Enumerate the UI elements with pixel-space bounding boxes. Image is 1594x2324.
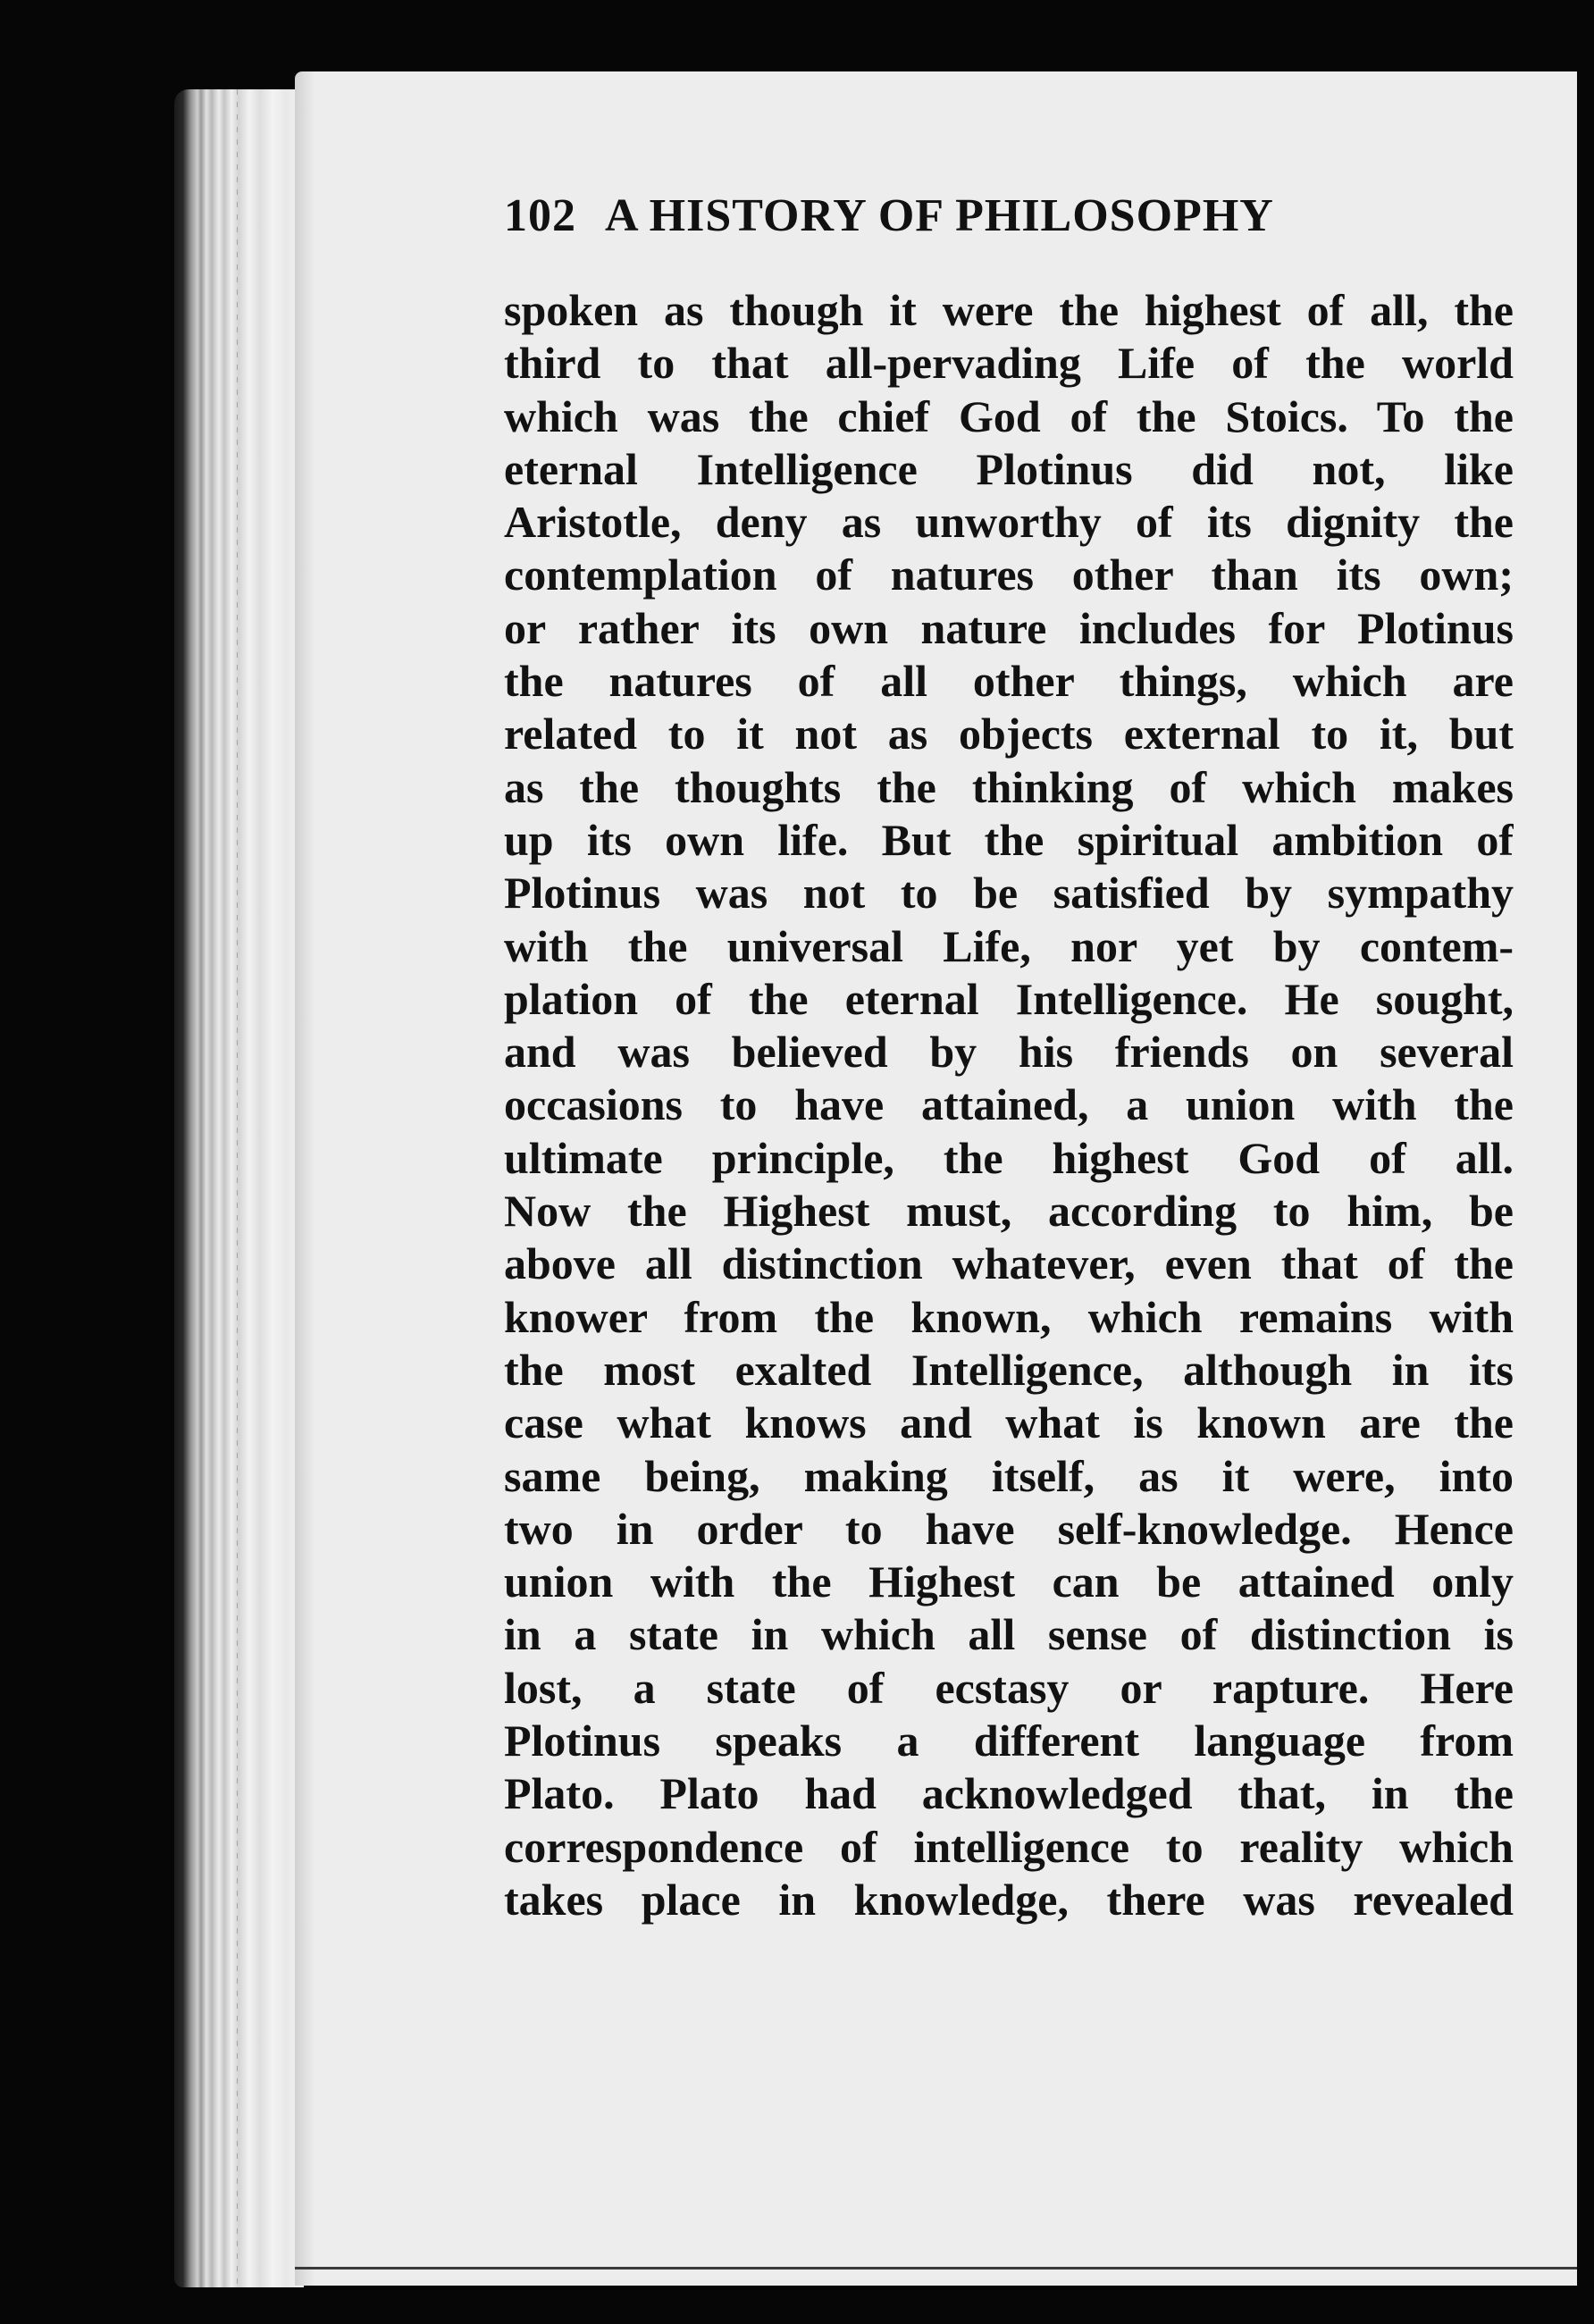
text-line: plation of the eternal Intelligence. He sought, [504, 973, 1514, 1024]
running-head-title: A HISTORY OF PHILOSOPHY [605, 190, 1274, 241]
text-line: or rather its own nature includes for Plotinus [504, 602, 1514, 653]
text-line: occasions to have attained, a union with the [504, 1079, 1514, 1130]
text-line: takes place in knowledge, there was revealed [504, 1874, 1514, 1925]
text-line: the natures of all other things, which are [504, 656, 1514, 707]
text-line: eternal Intelligence Plotinus did not, like [504, 443, 1514, 494]
body-text [504, 284, 1514, 1926]
text-line: third to that all-pervading Life of the world [504, 338, 1514, 389]
text-line: union with the Highest can be attained only [504, 1556, 1514, 1607]
page-bottom-edge [295, 2267, 1577, 2269]
text-line: with the universal Life, nor yet by contem- [504, 920, 1514, 971]
text-line: Plato. Plato had acknowledged that, in the [504, 1768, 1514, 1819]
text-line: which was the chief God of the Stoics. To the [504, 390, 1514, 441]
text-line: case what knows and what is known are the [504, 1397, 1514, 1448]
text-line: and was believed by his friends on several [504, 1027, 1514, 1078]
text-line: the most exalted Intelligence, although in its [504, 1344, 1514, 1395]
text-line: Plotinus was not to be satisfied by sympathy [504, 868, 1514, 919]
gutter-shadow [295, 71, 315, 2286]
text-line: Now the Highest must, according to him, be [504, 1186, 1514, 1237]
text-line: Aristotle, deny as unworthy of its dignity the [504, 497, 1514, 548]
text-line: up its own life. But the spiritual ambition of [504, 814, 1514, 865]
text-line: contemplation of natures other than its own; [504, 550, 1514, 600]
text-line: two in order to have self-knowledge. Hence [504, 1503, 1514, 1554]
page-number: 102 [504, 190, 576, 241]
text-line: correspondence of intelligence to reality which [504, 1821, 1514, 1872]
text-line: related to it not as objects external to it, but [504, 709, 1514, 759]
page-edges [174, 89, 304, 2287]
text-line: above all distinction whatever, even that of the [504, 1238, 1514, 1289]
text-line: Plotinus speaks a different language from [504, 1716, 1514, 1766]
running-head [504, 189, 1424, 270]
text-line: spoken as though it were the highest of all, the [504, 285, 1514, 335]
text-line: same being, making itself, as it were, into [504, 1450, 1514, 1501]
text-line: ultimate principle, the highest God of all. [504, 1132, 1514, 1183]
text-line: as the thoughts the thinking of which makes [504, 761, 1514, 812]
text-line: in a state in which all sense of distinction is [504, 1609, 1514, 1660]
text-line: knower from the known, which remains with [504, 1291, 1514, 1342]
text-line: lost, a state of ecstasy or rapture. Here [504, 1662, 1514, 1713]
